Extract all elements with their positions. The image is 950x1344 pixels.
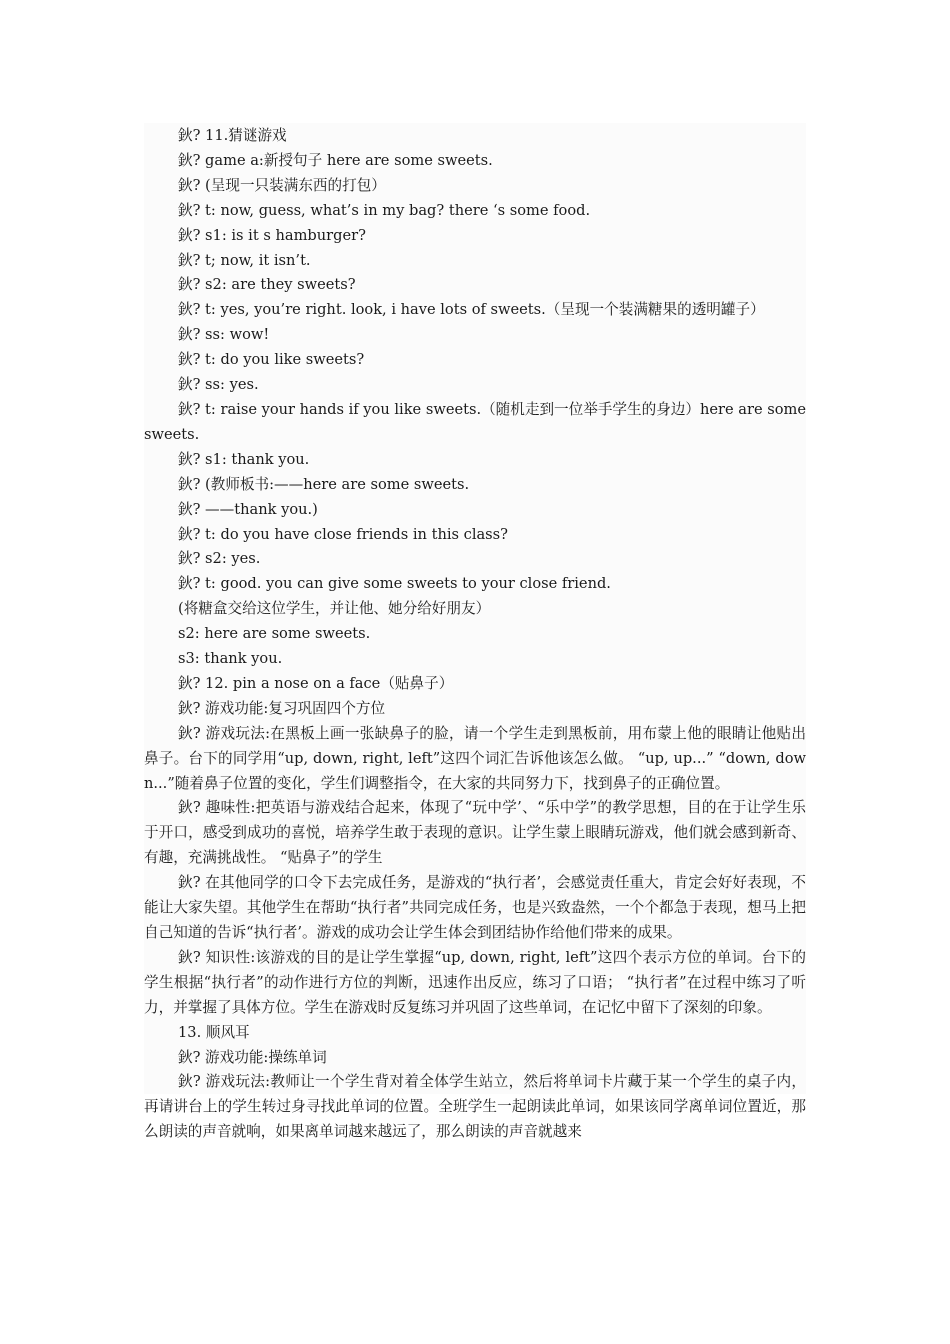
paragraph: 鈥? t: good. you can give some sweets to your close friend. [178, 575, 611, 593]
paragraph: 鈥? s1: is it s hamburger? [178, 226, 366, 244]
paragraph: 鈥? game a:新授句子 here are some sweets. [178, 151, 493, 169]
paragraph: 鈥? t: do you have close friends in this class? [178, 525, 508, 543]
paragraph: 鈥? (呈现一只装满东西的打包） [178, 176, 386, 194]
section-heading: 13. 顺风耳 [178, 1023, 250, 1041]
paragraph: 鈥? 游戏功能:复习巩固四个方位 [178, 699, 386, 717]
paragraph: 鈥? 趣味性:把英语与游戏结合起来，体现了“玩中学’、“乐中学”的教学思想，目的在于让学生乐于开口，感受到成功的喜悦，培养学生敢于表现的意识。让学生蒙上眼睛玩游戏，他们就会感到新奇、有趣，充满挑战性。 “贴鼻子”的学生 [144, 799, 806, 867]
paragraph: 鈥? t: raise your hands if you like sweets.（随机走到一位举手学生的身边）here are some sweets. [144, 400, 806, 443]
paragraph: 鈥? ——thank you.) [178, 500, 318, 518]
paragraph: 鈥? ss: wow! [178, 326, 270, 344]
paragraph: s3: thank you. [178, 650, 283, 668]
paragraph: 鈥? t; now, it isn’t. [178, 251, 311, 269]
paragraph: 鈥? 知识性:该游戏的目的是让学生掌握“up, down, right, left”这四个表示方位的单词。台下的学生根据“执行者”的动作进行方位的判断，迅速作出反应，练习了口语； “执行者”在过程中练习了听力，并掌握了具体方位。学生在游戏时反复练习并巩固了这些单词，在记忆中留下了深刻的印象。 [144, 948, 806, 1016]
paragraph: 鈥? 11.猜谜游戏 [178, 127, 287, 144]
paragraph: 鈥? t: yes, you’re right. look, i have lots of sweets.（呈现一个装满糖果的透明罐子） [178, 301, 765, 319]
paragraph: 鈥? ss: yes. [178, 376, 259, 394]
paragraph: 鈥? (教师板书:——here are some sweets. [178, 475, 470, 493]
paragraph: 鈥? t: now, guess, what’s in my bag? there ‘s some food. [178, 201, 591, 219]
paragraph: 鈥? 12. pin a nose on a face（贴鼻子） [178, 674, 454, 692]
paragraph: 鈥? t: do you like sweets? [178, 351, 365, 369]
paragraph: 鈥? s1: thank you. [178, 450, 310, 468]
paragraph: 鈥? 游戏功能:操练单词 [178, 1048, 327, 1066]
paragraph: 鈥? s2: yes. [178, 550, 261, 568]
paragraph: 鈥? 游戏玩法:教师让一个学生背对着全体学生站立，然后将单词卡片藏于某一个学生的桌子内，再请讲台上的学生转过身寻找此单词的位置。全班学生一起朗读此单词，如果该同学离单词位置近，那么朗读的声音就响，如果离单词越来越远了，那么朗读的声音就越来 [144, 1073, 806, 1141]
paragraph: s2: here are some sweets. [178, 625, 371, 643]
paragraph: 鈥? s2: are they sweets? [178, 276, 356, 294]
paragraph: (将糖盒交给这位学生，并让他、她分给好朋友） [178, 600, 491, 618]
paragraph: 鈥? 游戏玩法:在黑板上画一张缺鼻子的脸，请一个学生走到黑板前，用布蒙上他的眼睛让他贴出鼻子。台下的同学用“up, down, right, left”这四个词汇告诉他该怎么做。 “up, up...” “down, down...”随着鼻子位置的变化，学生们调整指令，在大家的共同努力下，找到鼻子的正确位置。 [144, 724, 806, 792]
document-body [144, 124, 806, 1145]
paragraph: 鈥? 在其他同学的口令下去完成任务，是游戏的“执行者’，会感觉责任重大，肯定会好好表现，不能让大家失望。其他学生在帮助“执行者”共同完成任务，也是兴致盎然，一个个都急于表现，想马上把自己知道的告诉“执行者’。游戏的成功会让学生体会到团结协作给他们带来的成果。 [144, 874, 806, 941]
